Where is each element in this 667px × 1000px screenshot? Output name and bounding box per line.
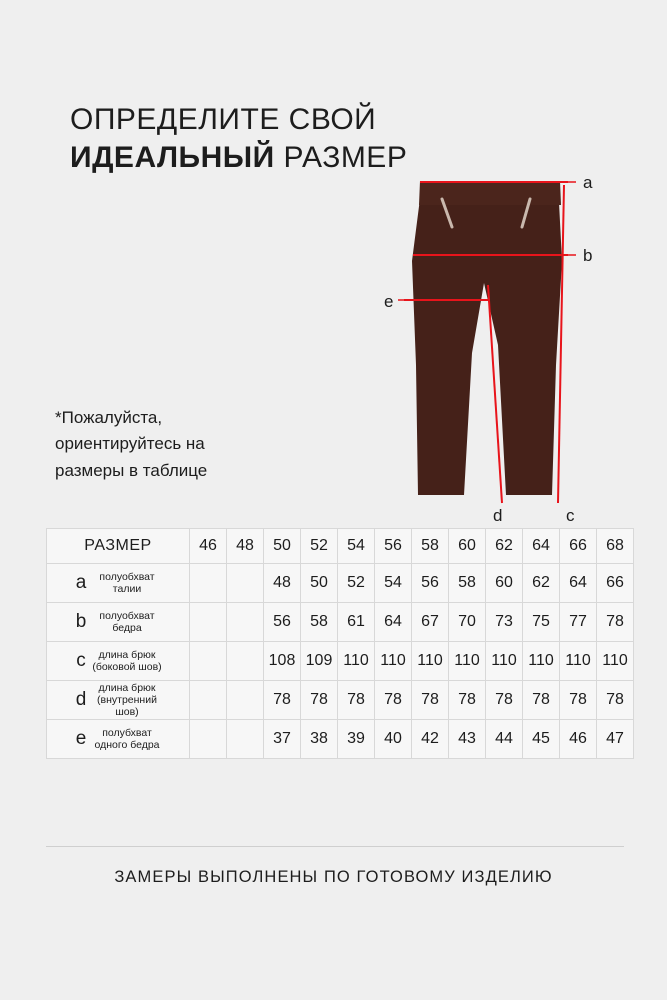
cell-c-3: 109: [301, 642, 338, 681]
cell-b-9: 75: [523, 603, 560, 642]
header-size-6: 58: [412, 529, 449, 564]
cell-d-8: 78: [486, 681, 523, 720]
cell-a-1: [227, 564, 264, 603]
header-size-7: 60: [449, 529, 486, 564]
table-row: [47, 642, 634, 681]
cell-c-8: 110: [486, 642, 523, 681]
table-row: [47, 720, 634, 759]
row-label-c: [47, 642, 190, 681]
cell-a-3: 50: [301, 564, 338, 603]
cell-b-0: [190, 603, 227, 642]
cell-a-10: 64: [560, 564, 597, 603]
cell-e-11: 47: [597, 720, 634, 759]
row-desc-c: длина брюк (боковой шов): [92, 648, 162, 673]
row-label-e: [47, 720, 190, 759]
header-size-11: 68: [597, 529, 634, 564]
cell-c-11: 110: [597, 642, 634, 681]
title-line-2-rest: РАЗМЕР: [274, 140, 408, 174]
row-desc-d: длина брюк (внутренний шов): [97, 681, 157, 719]
cell-e-2: 37: [264, 720, 301, 759]
cell-a-0: [190, 564, 227, 603]
cell-d-9: 78: [523, 681, 560, 720]
header-size-2: 50: [264, 529, 301, 564]
cell-d-2: 78: [264, 681, 301, 720]
table-row: [47, 681, 634, 720]
cell-e-9: 45: [523, 720, 560, 759]
cell-c-9: 110: [523, 642, 560, 681]
row-desc-b: полуобхват бедра: [99, 609, 155, 634]
label-a: a: [583, 173, 593, 192]
cell-c-1: [227, 642, 264, 681]
header-size-10: 66: [560, 529, 597, 564]
cell-b-4: 61: [338, 603, 375, 642]
header-size-1: 48: [227, 529, 264, 564]
cell-b-2: 56: [264, 603, 301, 642]
label-e: e: [384, 292, 394, 311]
row-letter-e: e: [75, 728, 87, 750]
cell-e-0: [190, 720, 227, 759]
label-b: b: [583, 246, 593, 265]
cell-a-4: 52: [338, 564, 375, 603]
cell-d-10: 78: [560, 681, 597, 720]
cell-a-2: 48: [264, 564, 301, 603]
cell-e-7: 43: [449, 720, 486, 759]
row-label-d: [47, 681, 190, 720]
title-line-2: [70, 141, 407, 175]
cell-e-6: 42: [412, 720, 449, 759]
cell-e-4: 39: [338, 720, 375, 759]
cell-d-0: [190, 681, 227, 720]
row-desc-e: полубхват одного бедра: [94, 726, 160, 751]
header-size-9: 64: [523, 529, 560, 564]
trousers-diagram: [380, 165, 650, 535]
header-size-5: 56: [375, 529, 412, 564]
cell-e-3: 38: [301, 720, 338, 759]
cell-b-8: 73: [486, 603, 523, 642]
table-row: [47, 603, 634, 642]
cell-c-10: 110: [560, 642, 597, 681]
cell-d-3: 78: [301, 681, 338, 720]
cell-b-7: 70: [449, 603, 486, 642]
header-size-4: 54: [338, 529, 375, 564]
header-size-3: 52: [301, 529, 338, 564]
footer-note: ЗАМЕРЫ ВЫПОЛНЕНЫ ПО ГОТОВОМУ ИЗДЕЛИЮ: [114, 868, 553, 886]
cell-e-8: 44: [486, 720, 523, 759]
size-table-container: [46, 528, 628, 759]
header-size-0: 46: [190, 529, 227, 564]
cell-c-5: 110: [375, 642, 412, 681]
cell-d-1: [227, 681, 264, 720]
waistband-shape: [419, 181, 561, 205]
cell-d-4: 78: [338, 681, 375, 720]
cell-b-10: 77: [560, 603, 597, 642]
row-letter-d: d: [75, 689, 87, 711]
table-row: [47, 564, 634, 603]
row-letter-c: c: [76, 650, 86, 672]
trousers-shape: [412, 183, 562, 495]
cell-e-5: 40: [375, 720, 412, 759]
page-title: [70, 103, 407, 174]
cell-e-10: 46: [560, 720, 597, 759]
cell-a-8: 60: [486, 564, 523, 603]
cell-a-9: 62: [523, 564, 560, 603]
cell-c-6: 110: [412, 642, 449, 681]
cell-c-7: 110: [449, 642, 486, 681]
cell-e-1: [227, 720, 264, 759]
cell-b-3: 58: [301, 603, 338, 642]
row-label-a: [47, 564, 190, 603]
header-size-8: 62: [486, 529, 523, 564]
cell-a-7: 58: [449, 564, 486, 603]
footer-divider: [46, 846, 624, 847]
row-desc-a: полуобхват талии: [99, 570, 155, 595]
cell-c-0: [190, 642, 227, 681]
cell-b-11: 78: [597, 603, 634, 642]
label-d: d: [493, 506, 503, 525]
size-table: [46, 528, 634, 759]
disclaimer-note: *Пожалуйста, ориентируйтесь на размеры в таблице: [55, 408, 208, 480]
cell-a-5: 54: [375, 564, 412, 603]
header-size-label: РАЗМЕР: [47, 529, 190, 564]
row-label-b: [47, 603, 190, 642]
cell-b-6: 67: [412, 603, 449, 642]
cell-a-11: 66: [597, 564, 634, 603]
cell-c-4: 110: [338, 642, 375, 681]
cell-c-2: 108: [264, 642, 301, 681]
cell-d-11: 78: [597, 681, 634, 720]
cell-b-5: 64: [375, 603, 412, 642]
cell-a-6: 56: [412, 564, 449, 603]
title-line-1: ОПРЕДЕЛИТЕ СВОЙ: [70, 103, 377, 136]
label-c: c: [566, 506, 575, 525]
cell-d-7: 78: [449, 681, 486, 720]
row-letter-b: b: [75, 611, 87, 633]
cell-d-5: 78: [375, 681, 412, 720]
title-emphasis: ИДЕАЛЬНЫЙ: [70, 140, 275, 174]
row-letter-a: a: [75, 572, 87, 594]
table-header-row: [47, 529, 634, 564]
cell-d-6: 78: [412, 681, 449, 720]
cell-b-1: [227, 603, 264, 642]
